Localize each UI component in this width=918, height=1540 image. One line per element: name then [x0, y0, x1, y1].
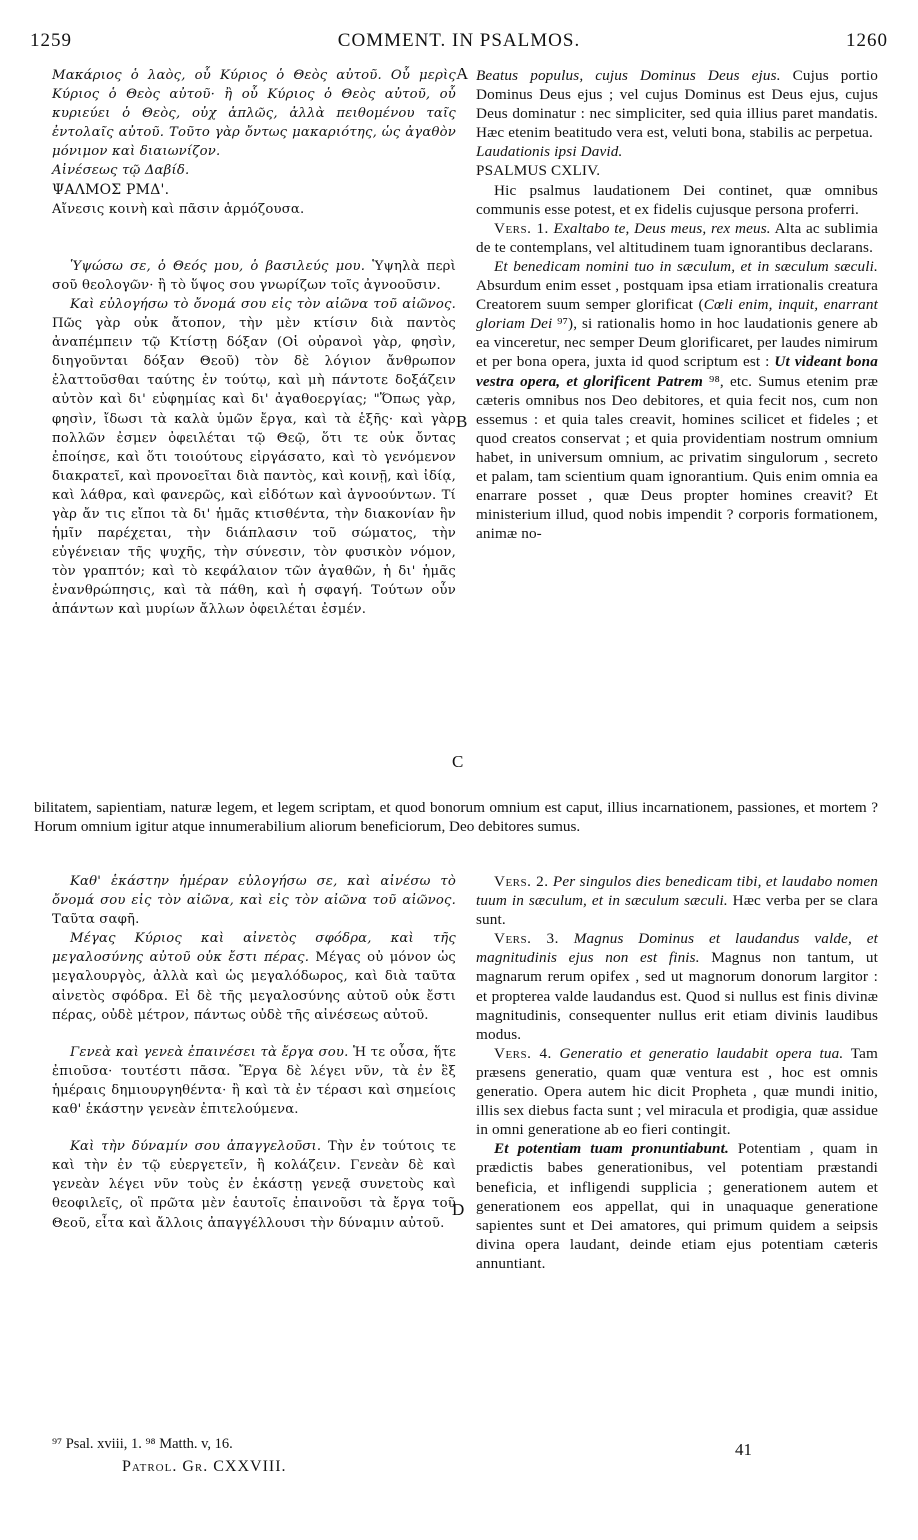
- greek-verse-5: [52, 1043, 456, 1119]
- latin-verse-6: [476, 1139, 878, 1273]
- greek-lemma: Μέγας Κύριος καὶ αἰνετὸς σφόδρα, καὶ τῆς μεγαλοσύνης αὐτοῦ οὐκ ἔστι πέρας.: [52, 931, 456, 966]
- latin-comment: ⁹⁷), si rationalis homo in hoc laudationis genere ab ea vinceretur, nec semper Deum glorificaret, per laudes nimirum et per bona opera, juxta id quod scriptum est :: [476, 315, 878, 371]
- latin-verse-3: [476, 872, 878, 929]
- series-signature: Patrol. Gr. CXXVIII.: [122, 1458, 287, 1475]
- margin-mark-a: A: [456, 64, 469, 83]
- greek-verse-1: [52, 257, 456, 295]
- latin-comment: Cujus portio Dominus Deus ejus ; vel cujus Dominus est Deus ejus, cujus Deus dominatur : nec simpliciter, sed quia illius paret mandatis. Hæc etenim beatitudo vera est, veluti bona, stabilis ac perpetua.: [476, 67, 878, 142]
- latin-lemma: Et potentiam tuam pronuntiabunt.: [494, 1140, 729, 1158]
- latin-comment: Potentiam , quam in prædictis babes generationibus, vel potentiam præstandi beneficia, et infligendi supplicia ; generationem autem et generationem eos appellat, qui in unaquaque generatione sapientes sunt et Dei amatores, qui primum quidem a seipsis divina opera laudant, deinde etiam ejus potentiam cæteris annuntiant.: [476, 1140, 878, 1272]
- greek-comment: Πῶς γὰρ οὐκ ἄτοπον, τὴν μὲν κτίσιν διὰ παντὸς ἀναπέμπειν τῷ Κτίστῃ δόξαν (Οἱ οὐρανοὶ γὰρ, φησὶν, διηγοῦνται δόξαν Θεοῦ) τὸν δὲ λόγιον ἄνθρωπον ἐλαττοῦσθαι ταύτης ἐν τούτῳ, καὶ μὴ πάντοτε δοξάζειν αὐτὸν καὶ δι' εὐφημίας καὶ δι' ἀγαθοεργίας; "Ὅπως γὰρ, φησὶν, ἴδωσι τὰ καλὰ ὑμῶν ἔργα, καὶ τὰ ἑξῆς· καὶ γὰρ πολλῶν ἐσμεν ὀφειλέται τῷ Θεῷ, ὅτι τε οὐκ ὄντας ἐποίησε, καὶ ὅτι τοιούτους εἰργάσατο, καὶ τὸ γενόμενον διακρατεῖ, καὶ προνοεῖται διὰ παντὸς, καὶ κοινῇ, καὶ ἰδίᾳ, καὶ λάθρα, καὶ φανερῶς, καὶ εἰδότων καὶ ἀγνοούντων. Τί γὰρ ἄν τις εἴποι τὰ δι' ἡμᾶς κτισθέντα, τὴν διακονίαν ἣν ἡμῖν παρέχεται, τὴν διάπλασιν τοῦ σώματος, τὴν εὐγένειαν τῆς ψυχῆς, τὴν σύνεσιν, τὸν φυσικὸν νόμον, τὸν γραπτόν; καὶ τὸ κεφάλαιον τῶν ἀγαθῶν, ἡ δι' ἡμᾶς ἐνανθρώπησις, καὶ τὰ πάθη, καὶ ἡ σφαγή. Τούτων οὖν ἁπάντων καὶ μυρίων ἄλλων ὀφειλέται ἐσμέν.: [52, 316, 456, 618]
- greek-lemma: Ὑψώσω σε, ὁ Θεός μου, ὁ βασιλεύς μου.: [70, 258, 366, 274]
- greek-paragraph: [52, 66, 456, 161]
- greek-lemma: Καὶ τὴν δύναμίν σου ἀπαγγελοῦσι.: [70, 1139, 322, 1155]
- greek-column-bottom: [52, 872, 456, 1233]
- greek-lemma: Καὶ εὐλογήσω τὸ ὄνομά σου εἰς τὸν αἰῶνα τοῦ αἰῶνος.: [70, 296, 456, 312]
- greek-verse-3: [52, 872, 456, 929]
- latin-lemma: Magnus Dominus et laudandus valde, et magnitudinis ejus non est finis.: [476, 930, 878, 967]
- latin-argument: Hic psalmus laudationem Dei continet, quæ omnibus communis esse potest, et ex fidelis cujusque persona proferri.: [476, 181, 878, 218]
- latin-comment: Hæc verba per se clara sunt.: [476, 892, 878, 929]
- latin-column-top: [476, 66, 878, 543]
- greek-lemma: Γενεὰ καὶ γενεὰ ἐπαινέσει τὰ ἔργα σου.: [70, 1044, 349, 1060]
- latin-comment: Absurdum enim esset , postquam ipsa etiam irrationalis creatura Creatorem suum semper glorificat (: [476, 277, 878, 314]
- greek-psalm-number: ΨΑΛΜΟΣ ΡΜΔ'.: [52, 181, 170, 198]
- greek-comment: Ἡ τε οὖσα, ἥτε ἐπιοῦσα· τουτέστι πᾶσα. Ἔργα δὲ λέγει νῦν, τὰ ἐν ἓξ ἡμέραις δημιουργηθέντα· ἢ καὶ τὰ ἐν τέρασι καὶ σημείοις καθ' ἑκάστην γενεὰν ἐπιτελούμενα.: [52, 1044, 456, 1118]
- greek-comment: Ὑψηλὰ περὶ σοῦ θεολογῶν· ἢ τὸ ὕψος σου γνωρίζων τοῖς ἀγνοοῦσιν.: [52, 258, 457, 293]
- margin-mark-b: B: [456, 412, 468, 431]
- latin-lemma: Et benedicam nomini tuo in sæculum, et in sæculum sæculi.: [494, 257, 878, 275]
- latin-verse-2: [476, 257, 878, 543]
- running-header: [30, 30, 888, 54]
- greek-comment: Ταῦτα σαφῆ.: [52, 912, 140, 928]
- greek-column-top: [52, 66, 456, 620]
- running-title: COMMENT. IN PSALMOS.: [337, 30, 581, 51]
- greek-comment: Τὴν ἐν τούτοις τε καὶ τὴν ἐν τῷ εὐεργετεῖν, ἢ κολάζειν. Γενεὰν δὲ καὶ γενεὰν λέγει νῦν τοὺς ἐν ἑκάστῃ γενεᾷ συνετοὺς καὶ θεοφιλεῖς, οἳ πρῶτα μὲν ἑαυτοῖς ἐπαινοῦσι τὰ ἔργα τοῦ Θεοῦ, εἶτα καὶ ἄλλοις ἀπαγγέλλουσι τὴν δύναμιν αὐτοῦ.: [52, 1139, 456, 1231]
- latin-continuation-text: bilitatem, sapientiam, naturæ legem, et legem scriptam, et quod bonorum omnium est caput, illius incarnationem, passiones, et mortem ? Horum omnium igitur atque innumerabilium aliorum beneficiorum, Deo debitores sumus.: [34, 799, 878, 836]
- latin-comment: Magnus non tantum, ut magnarum rerum opifex , sed ut magnorum donorum largitor : et propterea valde laudandus est. Quod si nullus est finis divinæ magnitudinis, consequenter nullus erit etiam divinis laudibus modus.: [476, 949, 879, 1043]
- greek-lemma: Καθ' ἑκάστην ἡμέραν εὐλογήσω σε, καὶ αἰνέσω τὸ ὄνομά σου εἰς τὸν αἰῶνα, καὶ εἰς τὸν αἰῶνα τοῦ αἰῶνος.: [52, 874, 456, 909]
- margin-mark-d: D: [452, 1200, 465, 1219]
- latin-lemma: Per singulos dies benedicam tibi, et laudabo nomen tuum in sæculum, et in sæculum sæculi.: [476, 873, 878, 910]
- latin-verse-4: [476, 929, 878, 1044]
- page-number-bottom: 41: [735, 1440, 752, 1459]
- verse-label: Vers. 4.: [494, 1044, 552, 1062]
- latin-verse-5: [476, 1044, 878, 1139]
- latin-full-width-continuation: [34, 798, 878, 836]
- greek-heading: Αἰνέσεως τῷ Δαβίδ.: [52, 163, 190, 179]
- page-number-left: 1259: [30, 30, 72, 51]
- latin-comment: Alta ac sublimia de te contemplans, vel altitudinem tuam ignorantibus declarans.: [476, 219, 878, 256]
- latin-psalm-number: PSALMUS CXLIV.: [476, 162, 601, 180]
- latin-lemma: Exaltabo te, Deus meus, rex meus.: [548, 219, 771, 237]
- latin-heading: Laudationis ipsi David.: [476, 143, 623, 161]
- latin-lemma: Generatio et generatio laudabit opera tua.: [551, 1044, 844, 1062]
- greek-argument: Αἴνεσις κοινὴ καὶ πᾶσιν ἁρμόζουσα.: [52, 201, 305, 217]
- latin-column-bottom: [476, 872, 878, 1273]
- footnotes: ⁹⁷ Psal. xviii, 1. ⁹⁸ Matth. v, 16.: [52, 1436, 233, 1452]
- latin-quote: Ut videant bona vestra opera, et glorificent Patrem: [476, 353, 878, 390]
- greek-verse-4: [52, 929, 456, 1024]
- verse-label: Vers. 1.: [494, 219, 549, 237]
- page-number-right: 1260: [846, 30, 888, 51]
- greek-verse-6: [52, 1137, 456, 1232]
- margin-mark-c: C: [452, 752, 464, 771]
- latin-paragraph: [476, 66, 878, 142]
- greek-comment: Μέγας οὐ μόνον ὡς μεγαλουργὸς, ἀλλὰ καὶ ὡς μεγαλόδωρος, καὶ διὰ ταῦτα αἰνετὸς σφόδρα. Εἰ δὲ τῆς μεγαλοσύνης αὐτοῦ οὐκ ἔστι πέρας, οὐδὲ μέτρον, πάντως οὐδὲ τῆς αἰνέσεως αὐτοῦ.: [52, 950, 456, 1023]
- greek-verse-2: [52, 295, 456, 620]
- latin-comment: Tam præsens generatio, quam quæ ventura est , hoc est omnis generatio. Opera autem hic dicit Propheta , quæ mundi initio, illis sex diebus facta sunt ; vel miracula et prodigia, quæ assidue in omni generatione ab eo fieri contingit.: [476, 1044, 878, 1139]
- latin-verse-1: [476, 219, 878, 257]
- latin-comment: ⁹⁸, etc. Sumus etenim præ cæteris omnibus nos Deo debitores, et quia fecit nos, cum non essemus : et quia tales creavit, homines scilicet et fideles ; et quod creatos conservat ; et quia providentiam nostrum omnium habet, in universum omnium, ac privatim singulorum , secreto et palam, tam scientium quam ignorantium. Quis enim omnia ea enarrare posset , quæ Deus propter homines creavit? Et ministerium illud, quod nobis impendit ? corporis formationem, animæ no-: [476, 372, 878, 543]
- verse-label: Vers. 2.: [494, 873, 549, 890]
- latin-quote: Cœli enim, inquit, enarrant gloriam Dei: [476, 296, 879, 333]
- greek-text: Μακάριος ὁ λαὸς, οὗ Κύριος ὁ Θεὸς αὐτοῦ. Οὗ μερὶς Κύριος ὁ Θεὸς αὐτοῦ· ἢ οὗ Κύριος ὁ Θεὸς αὐτοῦ, οὗ κυριεύει ὁ Θεὸς, οὐχ ἁπλῶς, ἀλλὰ πειθομένου ταῖς ἐντολαῖς αὐτοῦ. Τοῦτο γὰρ ὄντως μακαριότης, ὡς ἀγαθὸν μόνιμον καὶ διαιωνίζον.: [52, 68, 456, 160]
- verse-label: Vers. 3.: [494, 930, 559, 948]
- latin-lemma: Beatus populus, cujus Dominus Deus ejus.: [476, 67, 781, 84]
